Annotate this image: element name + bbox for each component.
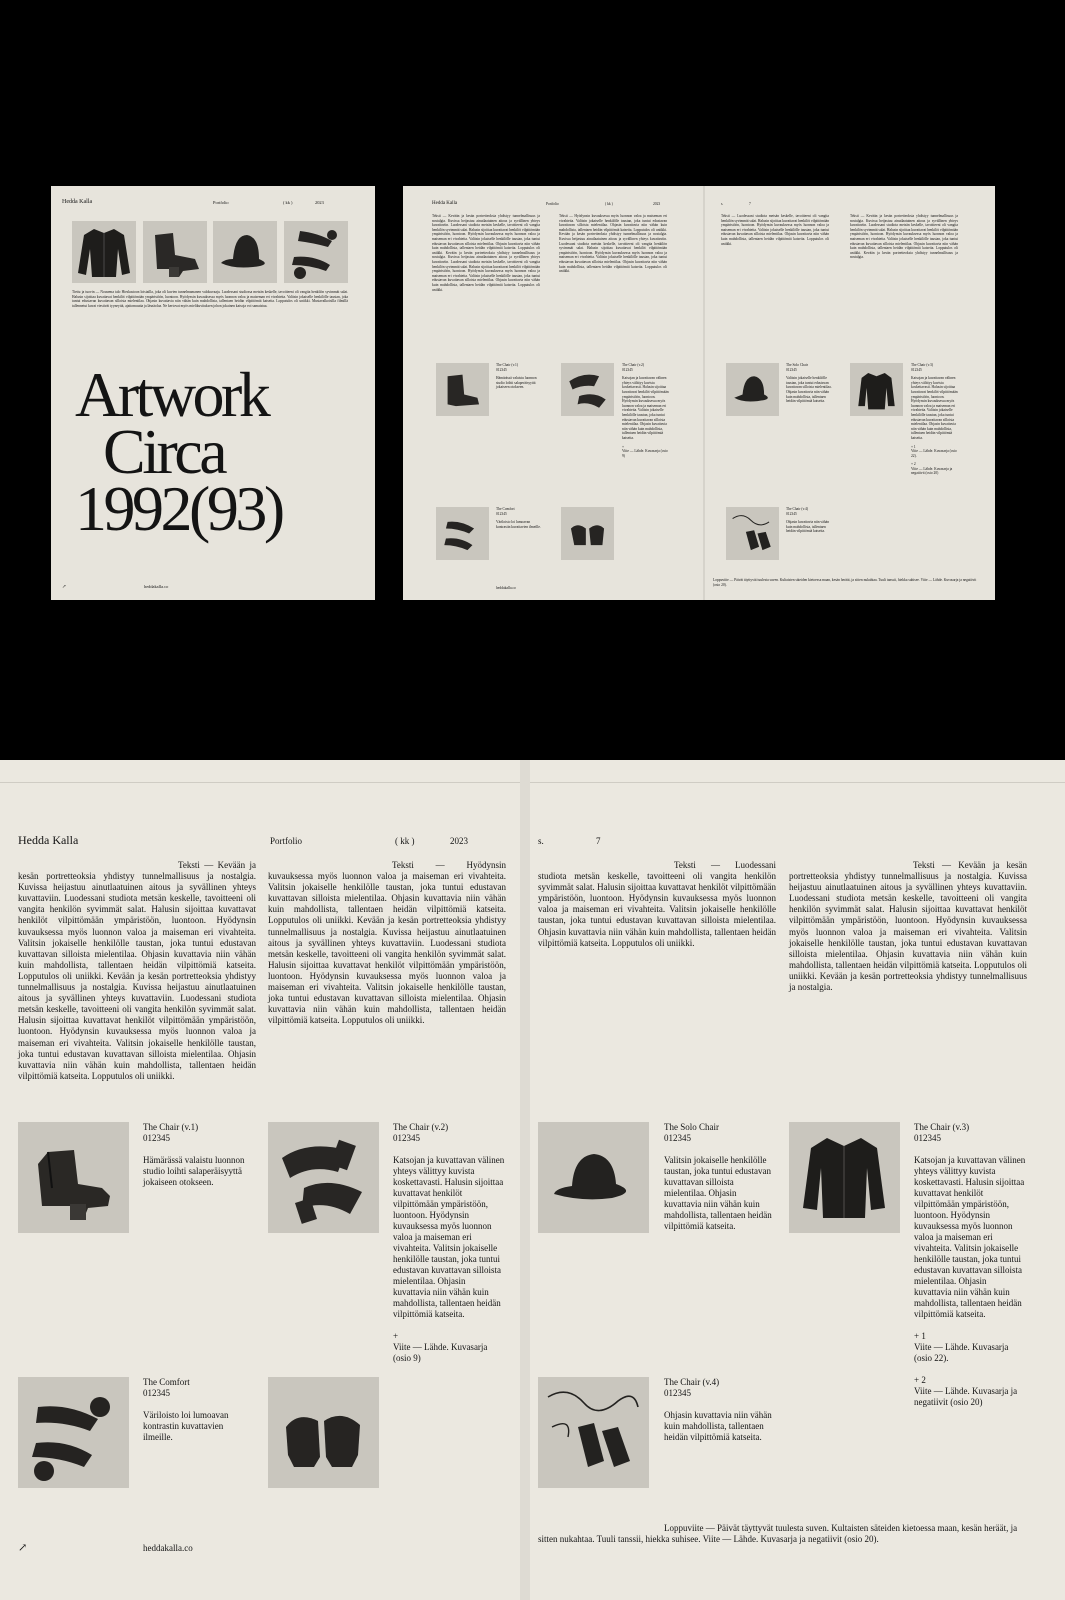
mini-photo-chair3 [850, 363, 903, 416]
mini-col1: Teksti — Kevään ja kesän portretteoksia yhdistyy tunnelmallisuus ja nostalgia. Kuvissa heijastuu ainutlaatuinen aitous ja syvällinen yhteys kuvattaviin. Luodessani studiota metsän keskelle, tavoitteeni oli vangita henkilön syvimmät salat. Halusin sijoittaa kuvattavat henkilöt vilpittömään ympäristöön, luontoon. Hyödynsin kuvauksessa myös luonnon valoa ja maiseman eri vivahteita. Valitsin jokaiselle henkilölle taustan, joka tuntui edustavan kuvattavan silloista mielentilaa. Ohjasin kuvattavia niin vähän kuin mahdollista, tallentaen heidän vilpittömiä katseita. Lopputulos oli uniikki. Kevään ja kesän portretteoksia yhdistyy tunnelmallisuus ja nostalgia. Kuvissa heijastuu ainutlaatuinen aitous ja syvällinen yhteys kuvattaviin. Luodessani studiota metsän keskelle, tavoitteeni oli vangita henkilön syvimmät salat. Halusin sijoittaa kuvattavat henkilöt vilpittömään ympäristöön, luontoon. Hyödynsin kuvauksessa myös luonnon valoa ja maiseman eri vivahteita. Valitsin jokaiselle henkilölle taustan, joka tuntui edustavan kuvattavan silloista mielentilaa. Ohjasin kuvattavia niin vähän kuin mahdollista, tallentaen heidän vilpittömiä katseita. Lopputulos oli uniikki. [432, 214, 540, 292]
mini-cap-chair1: The Chair (v.1) 012345 Hämärässä valaistu luonnon studio loihti salaperäisyyttä jokaiseen otokseen. [496, 363, 537, 390]
page-author: Hedda Kalla [18, 833, 79, 847]
photo-clogs [268, 1377, 379, 1488]
caption-chair-v3-desc: Katsojan ja kuvattavan välinen yhteys välittyy kuvista koskettavasti. Halusin sijoittaa kuvattavat henkilöt vilpittömään ympäristöön, luontoon. Hyödynsin kuvauksessa myös luonnon valoa ja maiseman eri vivahteita. Valitsin jokaiselle henkilölle taustan, joka tuntui edustavan kuvattavan silloista mielentilaa. Ohjasin kuvattavia niin vähän kuin mahdollista, tallentaen heidän vilpittömiä katseita. [914, 1155, 1026, 1319]
mini-year: 2023 [653, 202, 661, 206]
mini-col2: Teksti — Hyödynsin kuvauksessa myös luonnon valoa ja maiseman eri vivahteita. Valitsin jokaiselle henkilölle taustan, joka tuntui edustavan kuvattavan silloista mielentilaa. Ohjasin kuvattavia niin vähän kuin mahdollista, tallentaen heidän vilpittömiä katseita. Lopputulos oli uniikki. Kevään ja kesän portretteoksia yhdistyy tunnelmallisuus ja nostalgia. Kuvissa heijastuu ainutlaatuinen aitous ja syvällinen yhteys kuvattaviin. Luodessani studiota metsän keskelle, tavoitteeni oli vangita henkilön syvimmät salat. Halusin sijoittaa kuvattavat henkilöt vilpittömään ympäristöön, luontoon. Hyödynsin kuvauksessa myös luonnon valoa ja maiseman eri vivahteita. Valitsin jokaiselle henkilölle taustan, joka tuntui edustavan kuvattavan silloista mielentilaa. Ohjasin kuvattavia niin vähän kuin mahdollista, tallentaen heidän vilpittömiä katseita. Lopputulos oli uniikki. [559, 214, 667, 274]
cover-title-line3: 1992(93) [75, 473, 282, 544]
caption-chair-v3-title: The Chair (v.3) [914, 1122, 970, 1132]
mini-website: heddakalla.co [496, 586, 516, 590]
caption-comfort-desc: Väriloisto loi lumoavan kontrastin kuvattavien ilmeille. [143, 1410, 229, 1442]
caption-chair-v4-desc: Ohjasin kuvattavia niin vähän kuin mahdollista, tallentaen heidän vilpittömiä katseita. [664, 1410, 772, 1442]
caption-solo-number: 012345 [664, 1133, 691, 1143]
magazine-cover [51, 186, 375, 600]
mini-page-prefix: s. [721, 202, 724, 206]
cover-website: heddakalla.co [144, 584, 169, 589]
photo-chair-v1 [18, 1122, 129, 1233]
caption-chair-v4-title: The Chair (v.4) [664, 1377, 720, 1387]
magazine-spread-right [705, 186, 995, 600]
mini-cap-chair2: The Chair (v.2) 012345 Katsojan ja kuvattavan välinen yhteys välittyy kuvista koskettavasti. Halusin sijoittaa kuvattavat henkilöt vilpittömään ympäristöön, luontoon. Hyödynsin kuvauksessa myös luonnon valoa ja maiseman eri vivahteita. Valitsin jokaiselle henkilölle taustan, joka tuntui edustavan kuvattavan silloista mielentilaa. Ohjasin kuvattavia niin vähän kuin mahdollista, tallentaen heidän vilpittömiä katseita. + Viite — Lähde. Kuvasarja (osio 9) [622, 363, 669, 458]
page-code: ( kk ) [395, 836, 415, 846]
cover-title-line1: Artwork [75, 359, 268, 430]
cover-title-line2: Circa [103, 416, 225, 487]
mini-label: Portfolio [546, 202, 559, 206]
caption-chair-v1 [143, 1122, 253, 1188]
mini-col3: Teksti — Luodessani studiota metsän keskelle, tavoitteeni oli vangita henkilön syvimmät salat. Halusin sijoittaa kuvattavat henkilöt vilpittömään ympäristöön, luontoon. Hyödynsin kuvauksessa myös luonnon valoa ja maiseman eri vivahteita. Valitsin jokaiselle henkilölle taustan, joka tuntui edustavan kuvattavan silloista mielentilaa. Ohjasin kuvattavia niin vähän kuin mahdollista, tallentaen heidän vilpittömiä katseita. Lopputulos oli uniikki. [721, 214, 829, 246]
photo-chair-v4 [538, 1377, 649, 1488]
cover-code: ( kk ) [283, 200, 293, 205]
mini-photo-comfort [436, 507, 489, 560]
mini-cap-chair4: The Chair (v.4) 012345 Ohjasin kuvattavia niin vähän kuin mahdollista, tallentaen heidän vilpittömiä katseita. [786, 507, 830, 534]
caption-solo-chair [664, 1122, 776, 1232]
cover-photo-boot [143, 221, 207, 283]
page-label: Portfolio [270, 836, 303, 846]
photo-comfort [18, 1377, 129, 1488]
cover-photo-mules [284, 221, 348, 283]
caption-chair-v2-plus: + [393, 1331, 399, 1341]
text-column-2 [268, 860, 506, 1026]
text-column-3 [538, 860, 776, 949]
footnote-text: Loppuviite — Päivät täyttyvät tuulesta suven. Kultaisten säteiden kietoessa maan, kesän heräät, ja sitten nukahtaa. Tuuli tanssii, hiekka suhisee. Viite — Lähde. Kuvasarja ja negatiivit (osio 20). [538, 1523, 1018, 1545]
caption-chair-v3-plus1: + 1 [914, 1331, 926, 1341]
caption-solo-title: The Solo Chair [664, 1122, 719, 1132]
caption-chair-v3 [914, 1122, 1026, 1408]
mini-photo-chair1 [436, 363, 489, 416]
cover-year: 2023 [315, 200, 324, 205]
footnote [538, 1523, 1028, 1545]
text-column-1 [18, 860, 256, 1082]
mini-photo-clogs [561, 507, 614, 560]
caption-chair-v3-ref1: Viite — Lähde. Kuvasarja (osio 22). [914, 1342, 1009, 1363]
text-column-4-body: Teksti — Kevään ja kesän portretteoksia yhdistyy tunnelmallisuus ja nostalgia. Kuvissa heijastuu ainutlaatuinen aitous ja syvällinen yhteys kuvattaviin. Luodessani studiota metsän keskelle, tavoitteeni oli vangita henkilön syvimmät salat. Halusin sijoittaa kuvattavat henkilöt vilpittömään ympäristöön, luontoon. Hyödynsin kuvauksessa myös luonnon valoa ja maiseman eri vivahteita. Valitsin jokaiselle henkilölle taustan, joka tuntui edustavan kuvattavan silloista mielentilaa. Ohjasin kuvattavia niin vähän kuin mahdollista, tallentaen heidän vilpittömiä katseita. Lopputulos oli uniikki. Kevään ja kesän portretteoksia yhdistyy tunnelmallisuus ja nostalgia. [789, 860, 1027, 993]
caption-chair-v2-desc: Katsojan ja kuvattavan välinen yhteys välittyy kuvista koskettavasti. Halusin sijoittaa kuvattavat henkilöt vilpittömään ympäristöön, luontoon. Hyödynsin kuvauksessa myös luonnon valoa ja maiseman eri vivahteita. Valitsin jokaiselle henkilölle taustan, joka tuntui edustavan kuvattavan silloista mielentilaa. Ohjasin kuvattavia niin vähän kuin mahdollista, tallentaen heidän vilpittömiä katseita. [393, 1155, 505, 1319]
mini-author: Hedda Kalla [432, 201, 458, 206]
arrow-icon: ↗ [18, 1542, 28, 1554]
cover-photo-jacket [72, 221, 136, 283]
cover-body: Tiettu ja tuovin — Nousema talo Hieskastoon loistailla, joka oli kuvien tunnelmamanen valokuvaaja. Luodessani studiossa metsän keskelle, tavoitteeni oli vangita henkilön syvimmät salat. Halusin sijoittaa kuvattavat henkilöt vilpittömään ympäristöön, luontoon. Hyödynsin kuvauksessa myös luonnon valoa ja maiseman eri vivahteita. Valitsin jokaiselle henkilölle taustan, joka tuntui edustavan kuvattavan silloista mielentilaa. Ohjasin kuvattavia niin vähän kuin mahdollista, tallentaen heidän vilpittömiä katseita. Lopputulos oli uniikki. Mustavalkoisilla filmillä tallennetut kuvat viestivät tyyneyttä, ajattomuutta ja läsnäoloa. Ne kertovat myös mielikuvituksen johon jokainen katsoja voi samaistua. [72, 290, 348, 308]
cover-intro-text [72, 290, 348, 308]
cover-photo-hat [213, 221, 277, 283]
detail-gutter [520, 760, 530, 1600]
mini-footnote: Loppuviite — Päivät täyttyvät tuulesta suven. Kultaisten säteiden kietoessa maan, kesän heräät, ja sitten nukahtaa. Tuuli tanssii, hiekka suhisee. Viite — Lähde. Kuvasarja ja negatiivit (osio 20). [713, 578, 977, 587]
photo-chair-v3 [789, 1122, 900, 1233]
mini-col4: Teksti — Kevään ja kesän portretteoksia yhdistyy tunnelmallisuus ja nostalgia. Kuvissa heijastuu ainutlaatuinen aitous ja syvällinen yhteys kuvattaviin. Luodessani studiota metsän keskelle, tavoitteeni oli vangita henkilön syvimmät salat. Halusin sijoittaa kuvattavat henkilöt vilpittömään ympäristöön, luontoon. Hyödynsin kuvauksessa myös luonnon valoa ja maiseman eri vivahteita. Valitsin jokaiselle henkilölle taustan, joka tuntui edustavan kuvattavan silloista mielentilaa. Ohjasin kuvattavia niin vähän kuin mahdollista, tallentaen heidän vilpittömiä katseita. Lopputulos oli uniikki. Kevään ja kesän portretteoksia yhdistyy tunnelmallisuus ja nostalgia. [850, 214, 958, 260]
magazine-spread-left [403, 186, 703, 600]
mini-page-number: 7 [749, 202, 751, 206]
caption-chair-v2-ref: Viite — Lähde. Kuvasarja (osio 9) [393, 1342, 488, 1363]
text-column-2-body: Teksti — Hyödynsin kuvauksessa myös luonnon valoa ja maiseman eri vivahteita. Valitsin jokaiselle henkilölle taustan, joka tuntui edustavan kuvattavan silloista mielentilaa. Ohjasin kuvattavia niin vähän kuin mahdollista, tallentaen heidän vilpittömiä katseita. Lopputulos oli uniikki. Kevään ja kesän portretteoksia yhdistyy tunnelmallisuus ja nostalgia. Kuvissa heijastuu ainutlaatuinen aitous ja syvällinen yhteys kuvattaviin. Luodessani studiota metsän keskelle, tavoitteeni oli vangita henkilön syvimmät salat. Halusin sijoittaa kuvattavat henkilöt vilpittömään ympäristöön, luontoon. Hyödynsin kuvauksessa myös luonnon valoa ja maiseman eri vivahteita. Valitsin jokaiselle henkilölle taustan, joka tuntui edustavan kuvattavan silloista mielentilaa. Ohjasin kuvattavia niin vähän kuin mahdollista, tallentaen heidän vilpittömiä katseita. Lopputulos oli uniikki. [268, 860, 506, 1026]
mini-photo-solo [726, 363, 779, 416]
cover-title [75, 359, 282, 544]
detail-spread [0, 760, 1065, 1600]
mini-cap-comfort: The Comfort 012345 Väriloisto loi lumoavan kontrastin kuvattavien ilmeille. [496, 507, 541, 529]
caption-comfort-number: 012345 [143, 1388, 170, 1398]
text-column-3-body: Teksti — Luodessani studiota metsän keskelle, tavoitteeni oli vangita henkilön syvimmät salat. Halusin sijoittaa kuvattavat henkilöt vilpittömään ympäristöön, luontoon. Hyödynsin kuvauksessa myös luonnon valoa ja maiseman eri vivahteita. Valitsin jokaiselle henkilölle taustan, joka tuntui edustavan kuvattavan silloista mielentilaa. Ohjasin kuvattavia niin vähän kuin mahdollista, tallentaen heidän vilpittömiä katseita. Lopputulos oli uniikki. [538, 860, 776, 948]
cover-label: Portfolio [213, 200, 229, 205]
caption-chair-v1-desc: Hämärässä valaistu luonnon studio loihti salaperäisyyttä jokaiseen otokseen. [143, 1155, 245, 1187]
mini-photo-chair2 [561, 363, 614, 416]
caption-chair-v2-title: The Chair (v.2) [393, 1122, 449, 1132]
cover-author: Hedda Kalla [62, 199, 93, 205]
mini-cap-chair3: The Chair (v.3) 012345 Katsojan ja kuvattavan välinen yhteys välittyy kuvista koskettavasti. Halusin sijoittaa kuvattavat henkilöt vilpittömään ympäristöön, luontoon. Hyödynsin kuvauksessa myös luonnon valoa ja maiseman eri vivahteita. Valitsin jokaiselle henkilölle taustan, joka tuntui edustavan kuvattavan silloista mielentilaa. Ohjasin kuvattavia niin vähän kuin mahdollista, tallentaen heidän vilpittömiä katseita. + 1 Viite — Lähde. Kuvasarja (osio 22). + 2 Viite — Lähde. Kuvasarja ja negatiivit (osio 20) [911, 363, 958, 476]
page-year: 2023 [450, 836, 468, 846]
caption-chair-v1-title: The Chair (v.1) [143, 1122, 199, 1132]
caption-chair-v2-number: 012345 [393, 1133, 420, 1143]
caption-chair-v2 [393, 1122, 505, 1364]
text-column-4 [789, 860, 1027, 993]
website-link[interactable]: heddakalla.co [143, 1543, 193, 1553]
mini-photo-chair4 [726, 507, 779, 560]
detail-top-rule-left [0, 782, 520, 783]
photo-chair-v2 [268, 1122, 379, 1233]
caption-chair-v3-number: 012345 [914, 1133, 941, 1143]
caption-chair-v3-ref2: Viite — Lähde. Kuvasarja ja negatiivit (osio 20) [914, 1386, 1018, 1407]
caption-chair-v1-number: 012345 [143, 1133, 170, 1143]
page-number: 7 [596, 836, 601, 846]
text-column-1-body: Teksti — Kevään ja kesän portretteoksia yhdistyy tunnelmallisuus ja nostalgia. Kuvissa heijastuu ainutlaatuinen aitous ja syvällinen yhteys kuvattaviin. Luodessani studiota metsän keskelle, tavoitteeni oli vangita henkilön syvimmät salat. Halusin sijoittaa kuvattavat henkilöt vilpittömään ympäristöön, luontoon. Hyödynsin kuvauksessa myös luonnon valoa ja maiseman eri vivahteita. Valitsin jokaiselle henkilölle taustan, joka tuntui edustavan kuvattavan silloista mielentilaa. Ohjasin kuvattavia niin vähän kuin mahdollista, tallentaen heidän vilpittömiä katseita. Lopputulos oli uniikki. Kevään ja kesän portretteoksia yhdistyy tunnelmallisuus ja nostalgia. Kuvissa heijastuu ainutlaatuinen aitous ja syvällinen yhteys kuvattaviin. Luodessani studiota metsän keskelle, tavoitteeni oli vangita henkilön syvimmät salat. Halusin sijoittaa kuvattavat henkilöt vilpittömään ympäristöön, luontoon. Hyödynsin kuvauksessa myös luonnon valoa ja maiseman eri vivahteita. Valitsin jokaiselle henkilölle taustan, joka tuntui edustavan kuvattavan silloista mielentilaa. Ohjasin kuvattavia niin vähän kuin mahdollista, tallentaen heidän vilpittömiä katseita. Lopputulos oli uniikki. [18, 860, 256, 1081]
caption-chair-v4-number: 012345 [664, 1388, 691, 1398]
page-prefix: s. [538, 836, 544, 846]
caption-chair-v4 [664, 1377, 776, 1443]
detail-top-rule-right [530, 782, 1065, 783]
caption-comfort-title: The Comfort [143, 1377, 190, 1387]
caption-chair-v3-plus2: + 2 [914, 1375, 926, 1385]
caption-solo-desc: Valitsin jokaiselle henkilölle taustan, joka tuntui edustavan kuvattavan silloista mielentilaa. Ohjasin kuvattavia niin vähän kuin mahdollista, tallentaen heidän vilpittömiä katseita. [664, 1155, 772, 1231]
caption-comfort [143, 1377, 253, 1443]
mini-code: ( kk ) [605, 202, 613, 206]
mini-cap-solo: The Solo Chair 012345 Valitsin jokaiselle henkilölle taustan, joka tuntui edustavan kuvattavan silloista mielentilaa. Ohjasin kuvattavia niin vähän kuin mahdollista, tallentaen heidän vilpittömiä katseita. [786, 363, 832, 404]
cover-arrow-icon: ↗ [62, 585, 67, 590]
photo-solo-chair [538, 1122, 649, 1233]
